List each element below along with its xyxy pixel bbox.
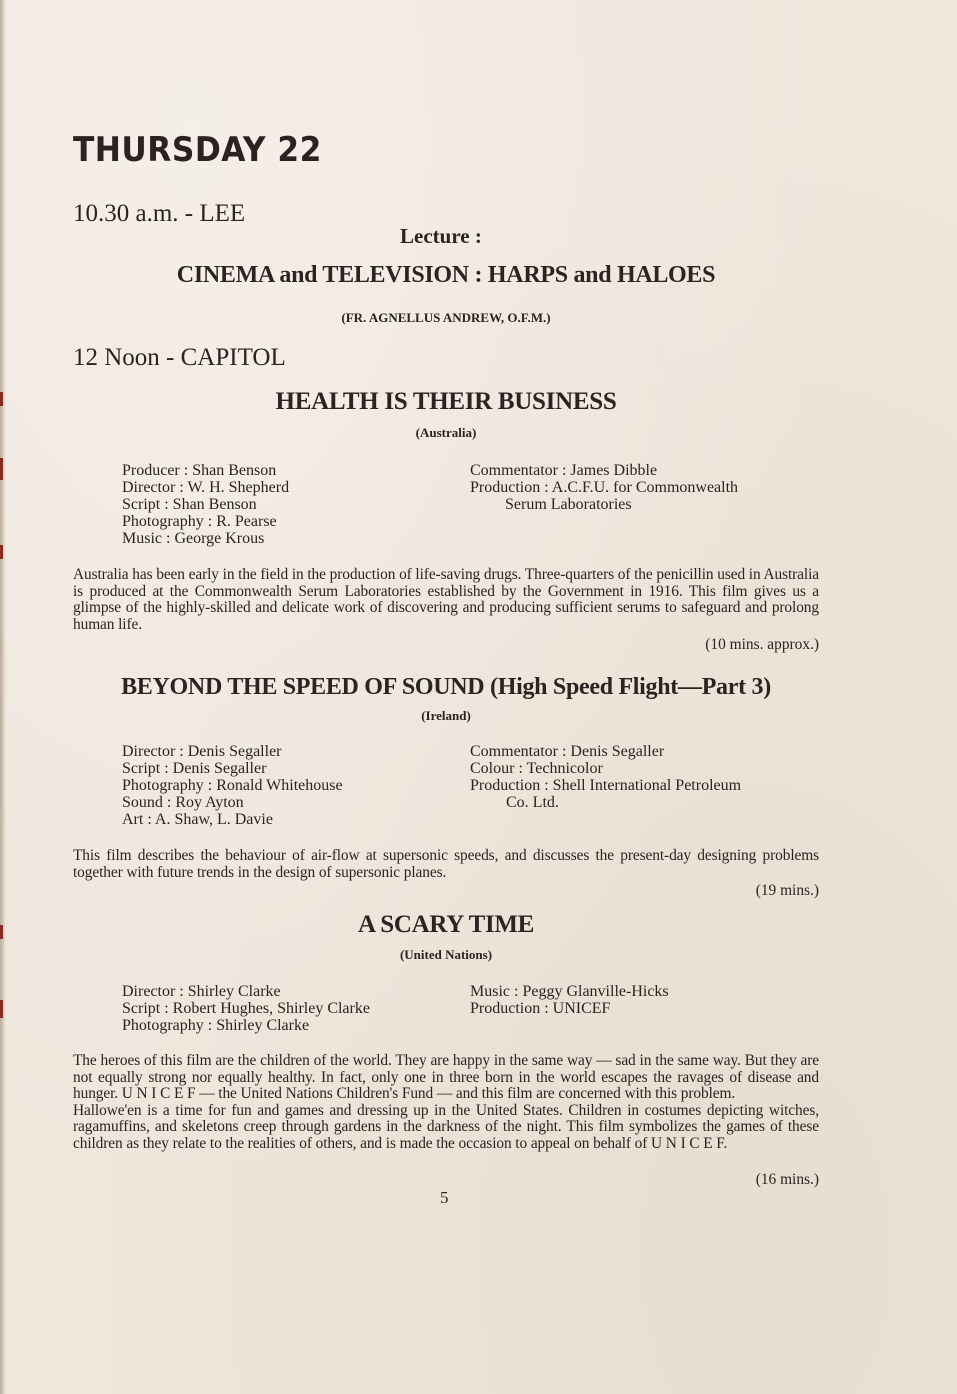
film-country: (United Nations) [399,947,493,962]
credit-line: Production : UNICEF [470,1000,611,1017]
credit-line: Photography : Shirley Clarke [122,1017,310,1034]
credit-line: Director : Shirley Clarke [122,983,281,1000]
credit-line: Colour : Technicolor [470,760,603,777]
film-credits-left [122,462,289,547]
page-number: 5 [440,1188,449,1207]
credit-line: Production : A.C.F.U. for Commonwealth [470,479,739,496]
session-type-label: Lecture : [400,224,482,248]
film-description [73,567,819,633]
page-spine-shadow [0,0,6,1394]
film-credits-right [470,983,669,1017]
credit-line: Production : Shell International Petroleum [470,777,742,794]
binding-mark [0,545,3,559]
session-time-venue: 10.30 a.m. - LEE [73,200,246,227]
film-title: HEALTH IS THEIR BUSINESS [275,388,617,415]
credit-line: Director : W. H. Shepherd [122,479,290,496]
film-credits-left [122,983,370,1034]
film-running-time: (16 mins.) [755,1171,819,1188]
credit-line: Music : Peggy Glanville-Hicks [470,983,669,1000]
film-running-time: (19 mins.) [755,882,819,899]
day-heading: THURSDAY 22 [73,130,322,170]
credit-line: Commentator : James Dibble [470,462,658,479]
credit-line: Sound : Roy Ayton [122,794,244,811]
lecture-title: CINEMA and TELEVISION : HARPS and HALOES [176,262,716,288]
credit-line: Commentator : Denis Segaller [470,743,665,760]
binding-mark [0,392,3,406]
credit-line: Music : George Krous [122,530,265,547]
film-description-text: Australia has been early in the field in the production of life-saving drugs. Three-quarters of the penicillin used in Australia is produced at the Commonwealth Serum Laboratories established by the Government in 1916. This film gives us a glimpse of the highly-skilled and delicate work of discovering and producing sufficient serums to safeguard and prolong human life. [73,566,819,633]
credit-line: Photography : R. Pearse [122,513,277,530]
credit-line: Photography : Ronald Whitehouse [122,777,343,794]
credit-line: Script : Shan Benson [122,496,257,513]
credit-line: Serum Laboratories [505,496,632,513]
film-description-text: The heroes of this film are the children of the world. They are happy in the same way — sad in the same way. But they are not equally strong nor equally healthy. In fact, only one in three born in the world escapes the ravages of disease and hunger. U N I C E F — the United Nations Children's Fund — and this film are concerned with this problem. [73,1052,819,1102]
binding-mark [0,458,3,480]
film-title: BEYOND THE SPEED OF SOUND (High Speed Flight—Part 3) [121,674,771,700]
film-description-text: This film describes the behaviour of air-flow at supersonic speeds, and discusses the present-day designing problems together with future trends in the design of supersonic planes. [73,847,819,881]
credit-line: Co. Ltd. [506,794,559,811]
credit-line: Script : Denis Segaller [122,760,267,777]
credit-line: Script : Robert Hughes, Shirley Clarke [122,1000,370,1017]
binding-mark [0,925,3,939]
session-time-venue: 12 Noon - CAPITOL [73,344,286,371]
film-country: (Australia) [415,425,477,440]
film-country: (Ireland) [421,708,471,723]
film-credits-right [470,743,741,811]
binding-mark [0,1000,3,1018]
film-description [73,1053,819,1152]
film-credits-left [122,743,343,828]
film-running-time: (10 mins. approx.) [705,636,819,653]
film-credits-right [470,462,738,513]
film-title: A SCARY TIME [357,911,535,938]
film-description-text: Hallowe'en is a time for fun and games and dressing up in the United States. Children in costumes depicting witches, ragamuffins, and skeletons creep through gardens in the darkness of the night. This film symbolizes the games of these children as they relate to the realities of others, and is made the occasion to appeal on behalf of U N I C E F. [73,1101,819,1152]
credit-line: Director : Denis Segaller [122,743,282,760]
film-description [73,848,819,881]
lecture-speaker: (FR. AGNELLUS ANDREW, O.F.M.) [341,310,551,325]
credit-line: Producer : Shan Benson [122,462,277,479]
credit-line: Art : A. Shaw, L. Davie [122,811,273,828]
